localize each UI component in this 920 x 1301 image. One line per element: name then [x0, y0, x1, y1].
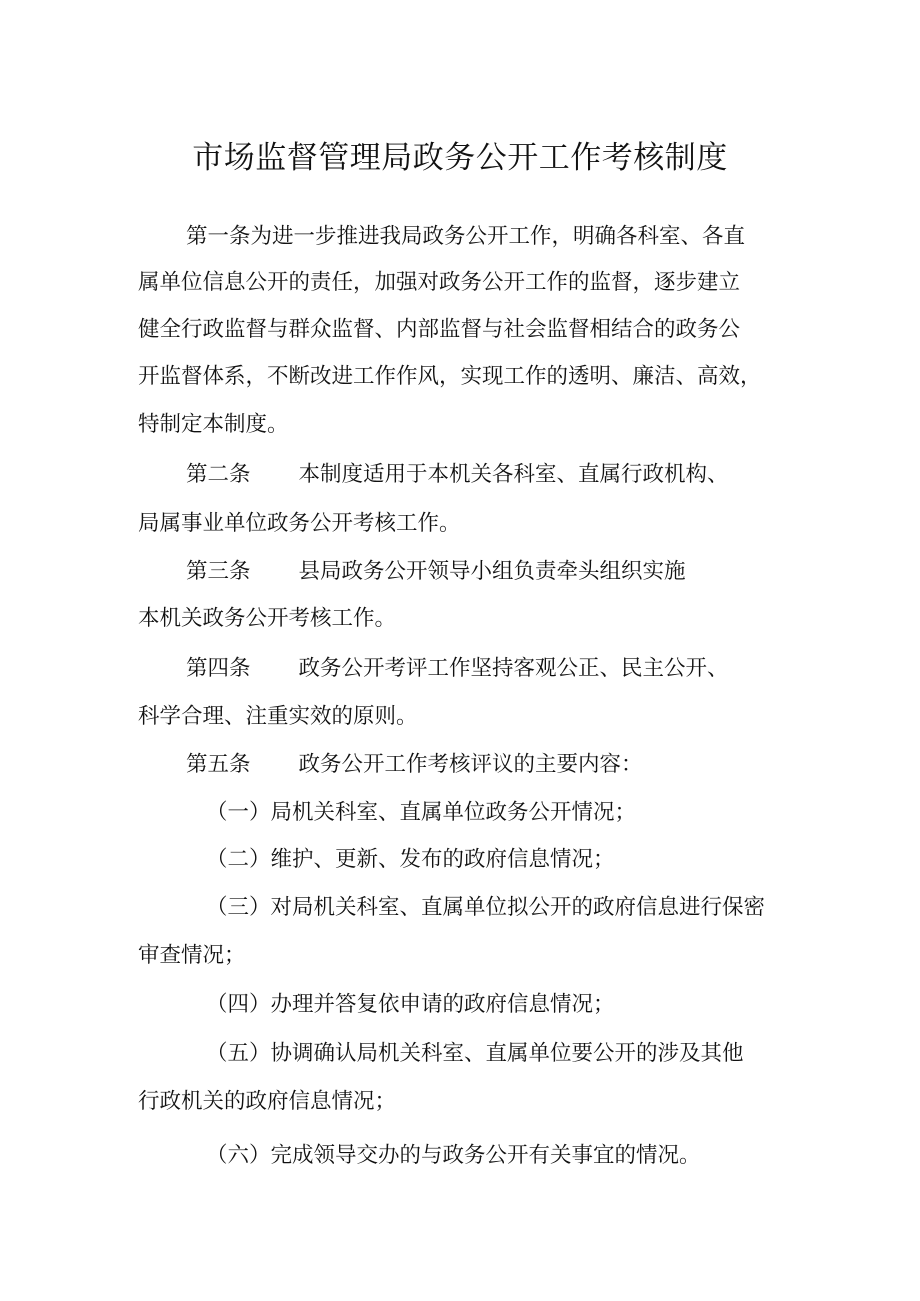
document-title: 市场监督管理局政务公开工作考核制度	[192, 140, 728, 176]
article-1-line-2: 属单位信息公开的责任，加强对政务公开工作的监督，逐步建立	[138, 270, 741, 295]
article-4-line-2: 科学合理、注重实效的原则。	[138, 704, 418, 729]
article-2-line-1	[186, 460, 729, 490]
article-1-line-4: 开监督体系，不断改进工作作风，实现工作的透明、廉洁、高效，	[138, 364, 762, 389]
item-2: （二）维护、更新、发布的政府信息情况；	[206, 847, 615, 872]
article-2-label: 第二条	[186, 462, 251, 487]
item-5-line-2: 行政机关的政府信息情况；	[138, 1089, 397, 1114]
article-1-line-5: 特制定本制度。	[138, 412, 289, 437]
article-2-text: 本制度适用于本机关各科室、直属行政机构、	[298, 462, 729, 487]
article-3-label: 第三条	[186, 559, 251, 584]
item-6: （六）完成领导交办的与政务公开有关事宜的情况。	[206, 1143, 701, 1168]
article-5-label: 第五条	[186, 752, 251, 777]
item-3-line-1: （三）对局机关科室、直属单位拟公开的政府信息进行保密	[206, 895, 766, 920]
article-1-line-3: 健全行政监督与群众监督、内部监督与社会监督相结合的政务公	[138, 317, 741, 342]
article-4-text: 政务公开考评工作坚持客观公正、民主公开、	[298, 656, 729, 681]
article-4-label: 第四条	[186, 656, 251, 681]
article-5-text: 政务公开工作考核评议的主要内容：	[298, 752, 643, 777]
article-3-line-2: 本机关政务公开考核工作。	[138, 606, 397, 631]
article-3-line-1	[186, 557, 686, 587]
item-5-line-1: （五）协调确认局机关科室、直属单位要公开的涉及其他	[206, 1041, 744, 1066]
article-3-text: 县局政务公开领导小组负责牵头组织实施	[298, 559, 686, 584]
article-5-line-1	[186, 750, 643, 780]
article-2-line-2: 局属事业单位政务公开考核工作。	[138, 511, 461, 536]
item-3-line-2: 审查情况；	[138, 943, 246, 968]
article-1-line-1: 第一条为进一步推进我局政务公开工作，明确各科室、各直	[186, 224, 746, 249]
item-4: （四）办理并答复依申请的政府信息情况；	[206, 992, 615, 1017]
article-4-line-1	[186, 654, 729, 684]
item-1: （一）局机关科室、直属单位政务公开情况；	[206, 800, 637, 825]
